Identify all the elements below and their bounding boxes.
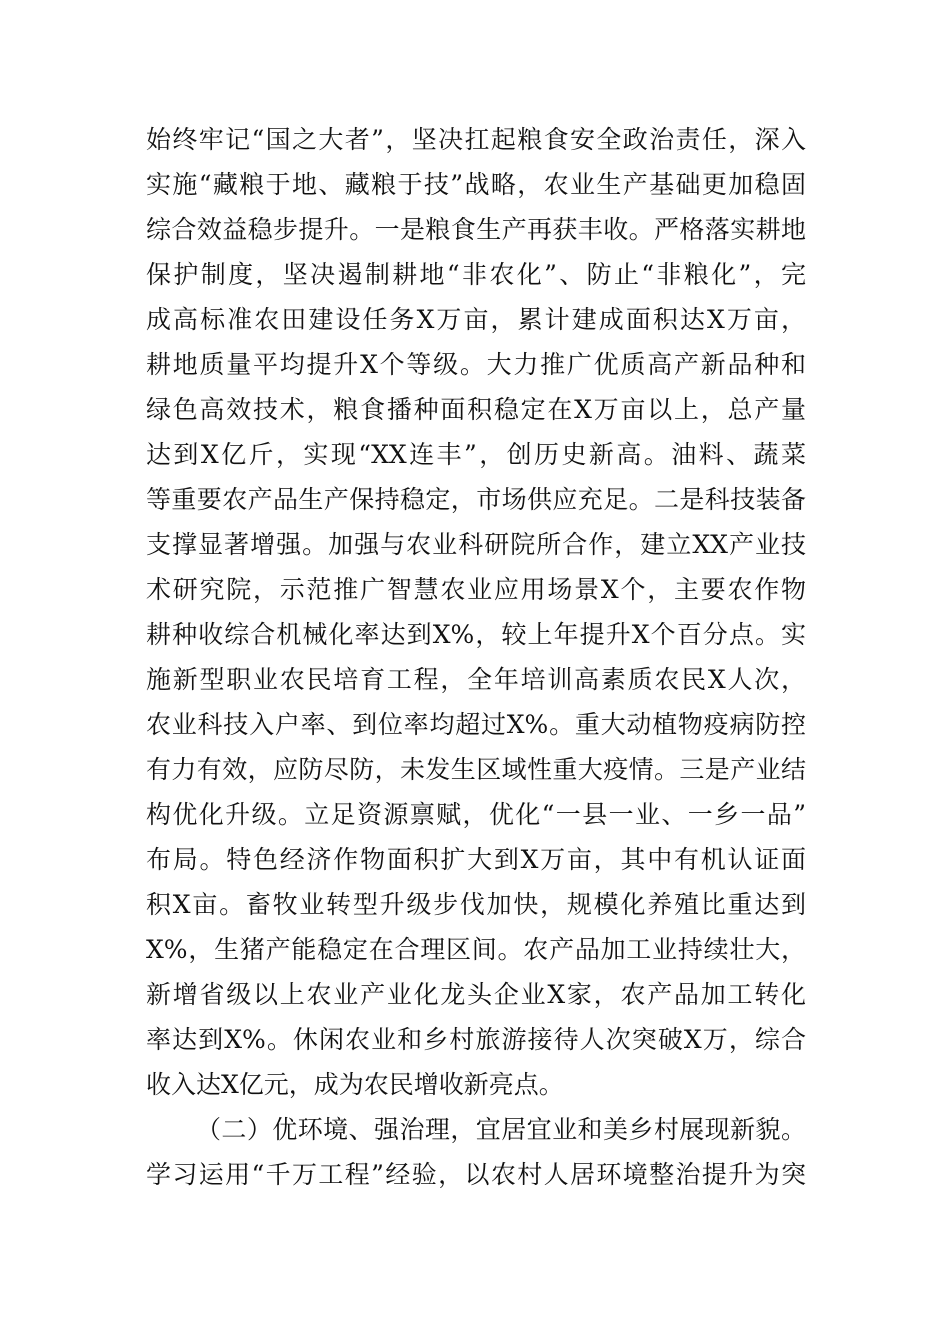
body-line: 综合效益稳步提升。一是粮食生产再获丰收。严格落实耕地 (146, 215, 806, 244)
body-line: 成高标准农田建设任务X万亩，累计建成面积达X万亩， (146, 305, 806, 334)
body-line: 收入达X亿元，成为农民增收新亮点。 (146, 1070, 564, 1099)
body-line: 有力有效，应防尽防，未发生区域性重大疫情。三是产业结 (146, 755, 806, 784)
body-line: 农业科技入户率、到位率均超过X%。重大动植物疫病防控 (146, 710, 806, 739)
body-line: 学习运用“千万工程”经验，以农村人居环境整治提升为突 (146, 1160, 806, 1189)
body-line: 耕种收综合机械化率达到X%，较上年提升X个百分点。实 (146, 620, 806, 649)
body-line: 施新型职业农民培育工程，全年培训高素质农民X人次， (146, 665, 806, 694)
body-line: 新增省级以上农业产业化龙头企业X家，农产品加工转化 (146, 980, 806, 1009)
body-line: 耕地质量平均提升X个等级。大力推广优质高产新品种和 (146, 350, 806, 379)
body-line: 积X亩。畜牧业转型升级步伐加快，规模化养殖比重达到 (146, 890, 806, 919)
body-line: 等重要农产品生产保持稳定，市场供应充足。二是科技装备 (146, 485, 806, 514)
body-line: 构优化升级。立足资源禀赋，优化“一县一业、一乡一品” (146, 800, 806, 829)
body-line: 实施“藏粮于地、藏粮于技”战略，农业生产基础更加稳固 (146, 170, 806, 199)
body-line: 率达到X%。休闲农业和乡村旅游接待人次突破X万，综合 (146, 1025, 806, 1054)
body-line: 始终牢记“国之大者”，坚决扛起粮食安全政治责任，深入 (146, 125, 806, 154)
section-heading: （二）优环境、强治理，宜居宜业和美乡村展现新貌。 (196, 1115, 806, 1144)
body-line: 绿色高效技术，粮食播种面积稳定在X万亩以上，总产量 (146, 395, 806, 424)
body-line: 布局。特色经济作物面积扩大到X万亩，其中有机认证面 (146, 845, 806, 874)
body-line: 达到X亿斤，实现“XX连丰”，创历史新高。油料、蔬菜 (146, 440, 806, 469)
body-line: 保护制度，坚决遏制耕地“非农化”、防止“非粮化”，完 (146, 260, 806, 289)
body-line: 术研究院，示范推广智慧农业应用场景X个，主要农作物 (146, 575, 806, 604)
body-line: X%，生猪产能稳定在合理区间。农产品加工业持续壮大， (146, 935, 806, 964)
body-line: 支撑显著增强。加强与农业科研院所合作，建立XX产业技 (146, 530, 806, 559)
